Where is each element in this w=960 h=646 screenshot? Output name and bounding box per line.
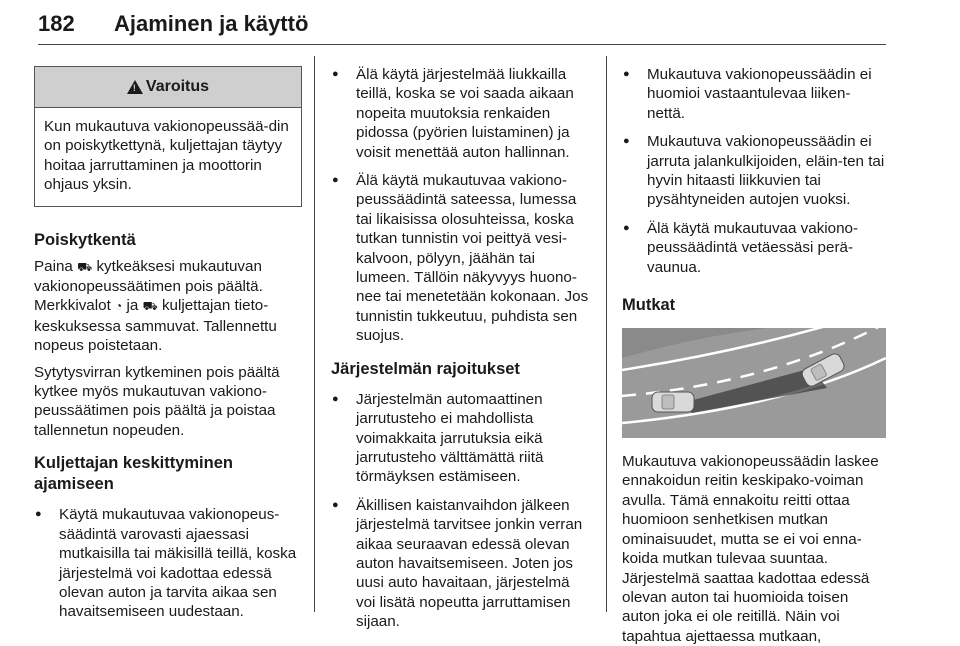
column-3 [622, 56, 888, 646]
list-item: ● Äkillisen kaistanvaihdon jälkeen järjestelmä tarvitsee jonkin verran aikaa seuraavan edessä olevan auton havaitsemiseen. Joten jos uusi auto havaitaan, järjestelmä voi lisätä nopeutta jarruttamisen sijaan. [331, 496, 593, 632]
list-limitations-cont [622, 65, 888, 277]
list-rajoitukset [331, 390, 593, 632]
list-item: ● Järjestelmän automaattinen jarrutusteho ei mahdollista voimakkaita jarrutuksia eikä jarrutusteho välttämättä riitä törmäyksen estämiseen. [331, 390, 593, 487]
cruise-control-icon: ⛟ [77, 259, 93, 274]
cruise-control-icon: ⛟ [142, 299, 158, 314]
heading-mutkat: Mutkat [622, 296, 676, 315]
text-fragment: kuljettajan tieto-keskuksessa sammuvat. Tallennettu nopeus poistetaan. [34, 297, 277, 355]
page-header [38, 4, 886, 44]
list-warnings [331, 65, 593, 346]
text-fragment: kytkeäksesi mukautuvan vakionopeussäätimen pois päältä. Merkkivalot [34, 257, 263, 315]
warning-title: Varoitus [145, 78, 210, 96]
page-number: 182 [38, 11, 75, 36]
list-item: ● Mukautuva vakionopeussäädin ei jarruta jalankulkijoiden, eläin-ten tai hyvin hitaasti liikkuvien tai pysähtyneiden autojen vuoksi. [622, 132, 888, 210]
curve-road-svg [622, 328, 886, 438]
warning-body: Kun mukautuva vakionopeussää-din on poiskytkettynä, kuljettajan täytyy hoitaa jarruttaminen ja moottorin ohjaus yksin. [44, 118, 289, 194]
text-fragment: ja [126, 297, 139, 315]
page-title: Ajaminen ja käyttö [114, 11, 309, 36]
paragraph-poiskytkenta-1 [34, 257, 302, 356]
list-item: ● Käytä mukautuvaa vakionopeus-säädintä varovasti ajaessasi mutkaisilla tai mäkisillä teillä, koska järjestelmä voi kadottaa edessä olevan auton ja tarvita aikaa sen havaitsemiseen uudestaan. [34, 505, 302, 621]
list-keskittyminen [34, 505, 302, 621]
heading-rajoitukset: Järjestelmän rajoitukset [331, 359, 520, 378]
column-2 [331, 56, 593, 632]
text-fragment: Paina [34, 257, 73, 275]
warning-triangle-icon: ! [127, 80, 143, 94]
paragraph-poiskytkenta-2: Sytytysvirran kytkeminen pois päältä kytkee myös mukautuvan vakiono-peussäätimen pois päältä ja poistaa tallennetun nopeuden. [34, 363, 280, 439]
column-1 [34, 56, 302, 622]
list-item: ● Älä käytä mukautuvaa vakiono-peussäädintä vetäessäsi perä-vaunua. [622, 219, 888, 277]
paragraph-mutkat: Mukautuva vakionopeussäädin laskee ennakoidun reitin keskipako-voiman avulla. Tämä ennakoitu reitti ottaa huomioon senhetkisen mutkan ominaisuudet, mutta se ei voi enna-koida mutkan tulevaa suuntaa. Järjestelmä saattaa kadottaa edessä olevan auton tai huomioida toisen auton joka ei ole reitillä. Näin voi tapahtua ajettaessa mutkaan, [622, 453, 879, 645]
list-item: ● Mukautuva vakionopeussäädin ei huomioi vastaantulevaa liiken-nettä. [622, 65, 888, 123]
column-divider-2 [606, 56, 607, 612]
own-car-shape [652, 392, 694, 412]
column-divider-1 [314, 56, 315, 612]
header-divider [38, 44, 886, 45]
curve-illustration [622, 328, 886, 438]
list-item: ● Älä käytä järjestelmää liukkailla teillä, koska se voi saada aikaan nopeita muutoksia renkaiden pidossa (pyörien luistaminen) ja voisit menettää auton hallinnan. [331, 65, 593, 162]
warning-box [34, 66, 302, 207]
speedometer-icon: ◔ [115, 299, 123, 314]
warning-header [35, 67, 301, 108]
heading-poiskytkenta: Poiskytkentä [34, 230, 136, 249]
list-item: ● Älä käytä mukautuvaa vakiono-peussäädintä sateessa, lumessa tai likaisissa olosuhteissa, koska tutkan tunnistin voi peittyä vesi-kalvoon, pölyyn, jäähän tai lumeen. Tällöin näkyvyys huono-nee tai menetetään kokonaan. Jos tunnistin tukkeutuu, puhdista sen suojus. [331, 171, 593, 346]
heading-keskittyminen: Kuljettajan keskittyminen ajamiseen [34, 454, 233, 494]
